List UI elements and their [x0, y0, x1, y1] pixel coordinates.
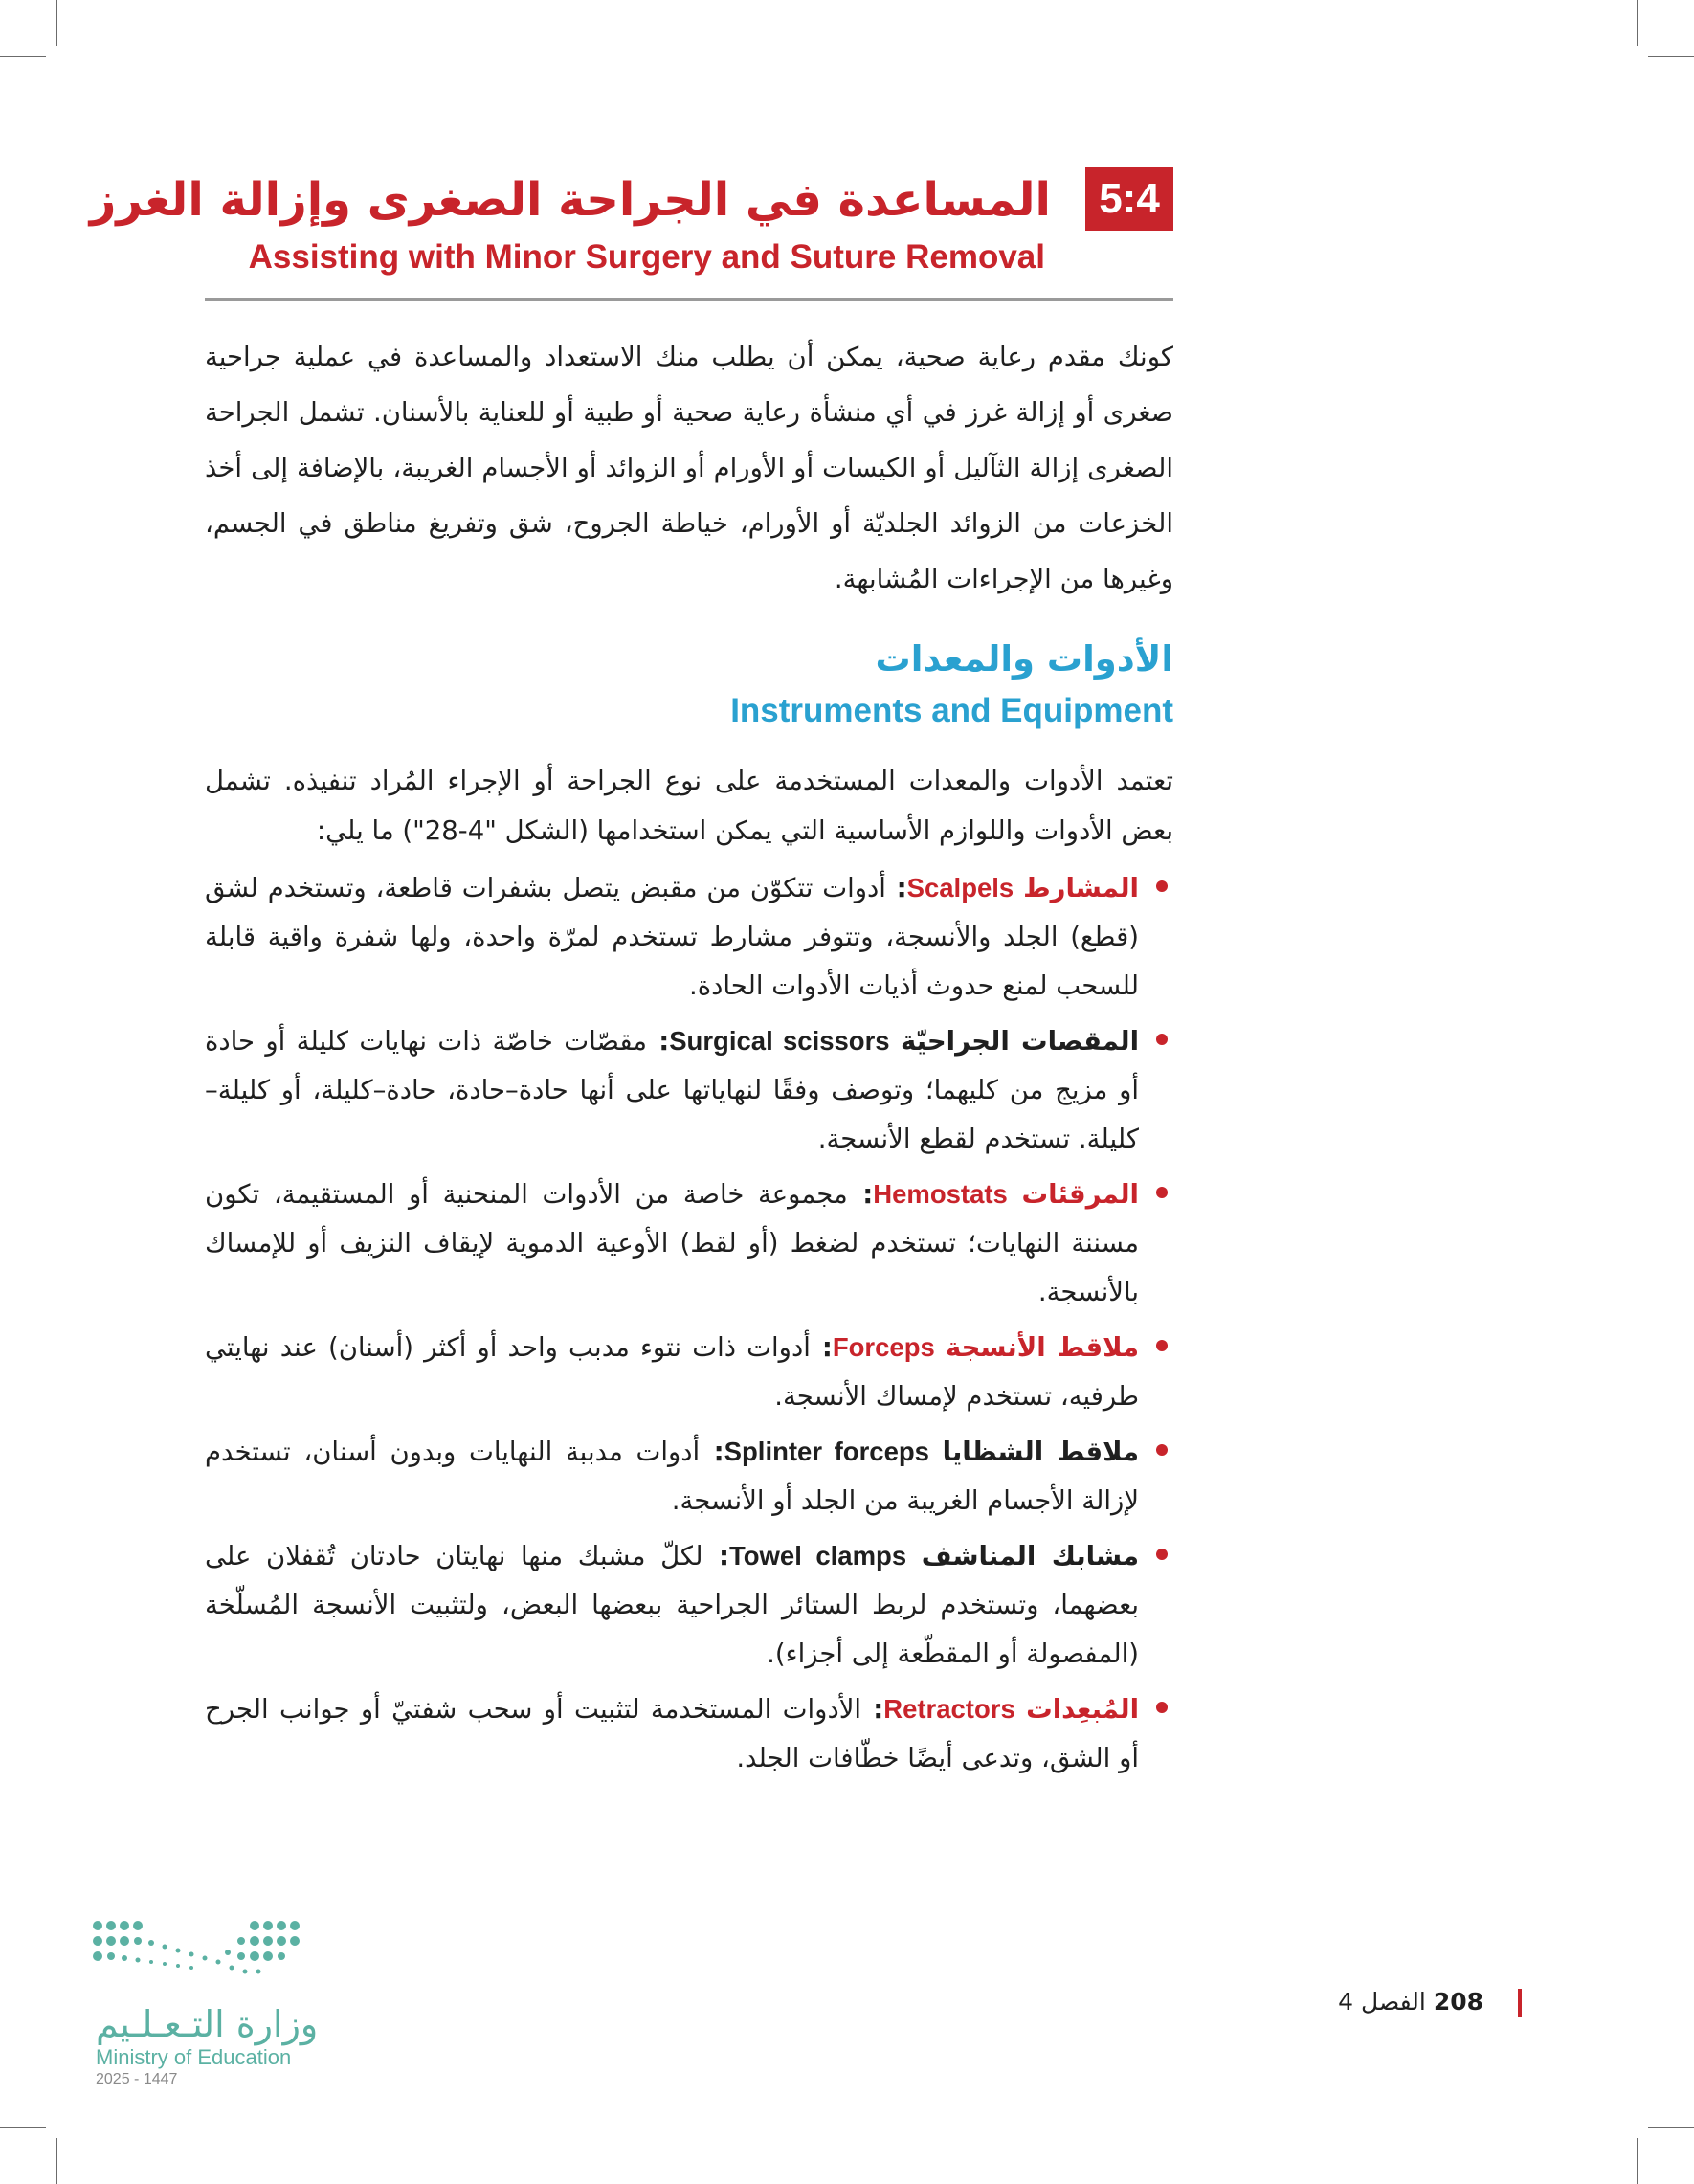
- chapter-label: الفصل 4: [1338, 1988, 1426, 2016]
- term-description: لكلّ مشبك منها نهايتان حادتان تُقفلان على بعضهما، وتستخدم لربط الستائر الجراحية ببعضها البعض، ولتثبيت الأنسجة المُسلّخة (المفصولة أو المقطّعة إلى أجزاء).: [205, 1541, 1139, 1669]
- bullet-dot-icon: [1156, 1444, 1168, 1456]
- ministry-logo-arabic: وزارة التـعـلـيم: [96, 2003, 319, 2045]
- crop-mark: [1648, 2127, 1694, 2128]
- bullet-dot-icon: [1156, 1549, 1168, 1560]
- page-number: 208: [1433, 1988, 1483, 2016]
- section-title-english: Assisting with Minor Surgery and Suture Removal: [248, 238, 1045, 276]
- crop-mark: [0, 2127, 46, 2128]
- instruments-list: [205, 863, 1173, 1789]
- list-item-splinter-forceps: ملاقط الشظايا Splinter forceps: أدوات مدببة النهايات وبدون أسنان، تستخدم لإزالة الأجسام الغريبة من الجلد أو الأنسجة.: [205, 1427, 1173, 1526]
- term-english: Towel clamps: [728, 1541, 907, 1571]
- instruments-intro-paragraph: تعتمد الأدوات والمعدات المستخدمة على نوع الجراحة أو الإجراء المُراد تنفيذه. تشمل بعض الأدوات واللوازم الأساسية التي يمكن استخدامها (الشكل "4-28") ما يلي:: [205, 766, 1173, 846]
- subsection-title-arabic: الأدوات والمعدات: [875, 638, 1173, 680]
- list-item-forceps: ملاقط الأنسجة Forceps: أدوات ذات نتوء مدبب واحد أو أكثر (أسنان) عند نهايتي طرفيه، تستخدم لإمساك الأنسجة.: [205, 1323, 1173, 1421]
- term-description: أدوات ذات نتوء مدبب واحد أو أكثر (أسنان) عند نهايتي طرفيه، تستخدم لإمساك الأنسجة.: [205, 1332, 1139, 1412]
- term-arabic: مشابك المناشف: [921, 1541, 1139, 1571]
- bullet-dot-icon: [1156, 1702, 1168, 1713]
- section-number-badge: 5:4: [1085, 167, 1173, 231]
- intro-paragraph: كونك مقدم رعاية صحية، يمكن أن يطلب منك الاستعداد والمساعدة في عملية جراحية صغرى أو إزالة غرز في أي منشأة رعاية صحية أو طبية أو للعناية بالأسنان. تشمل الجراحة الصغرى إزالة الثآليل أو الكيسات أو الأورام أو الزوائد أو الأجسام الغريبة، بالإضافة إلى أخذ الخزعات من الزوائد الجلديّة أو الأورام، خياطة الجروح، شق وتفريغ مناطق في الجسم، وغيرها من الإجراءات المُشابهة.: [205, 342, 1173, 594]
- term-english: Scalpels: [906, 873, 1014, 903]
- bullet-dot-icon: [1156, 1034, 1168, 1045]
- term-description: أدوات تتكوّن من مقبض يتصل بشفرات قاطعة، وتستخدم لشق (قطع) الجلد والأنسجة، وتتوفر مشارط تستخدم لمرّة واحدة، ولها شفرة واقية قابلة للسحب لمنع حدوث أذيات الأدوات الحادة.: [205, 873, 1139, 1001]
- list-item-towel-clamps: مشابك المناشف Towel clamps: لكلّ مشبك منها نهايتان حادتان تُقفلان على بعضهما، وتستخدم لربط الستائر الجراحية ببعضها البعض، ولتثبيت الأنسجة المُسلّخة (المفصولة أو المقطّعة إلى أجزاء).: [205, 1531, 1173, 1679]
- term-english: Forceps: [832, 1332, 935, 1362]
- section-title-arabic: المساعدة في الجراحة الصغرى وإزالة الغرز: [89, 173, 1051, 227]
- title-divider: [205, 298, 1173, 301]
- term-arabic: المشارط: [1023, 873, 1139, 903]
- term-description: مقصّات خاصّة ذات نهايات كليلة أو حادة أو مزيج من كليهما؛ وتوصف وفقًا لنهاياتها على أنها حادة–حادة، حادة–كليلة، أو كليلة–كليلة. تستخدم لقطع الأنسجة.: [205, 1026, 1139, 1154]
- bullet-dot-icon: [1156, 880, 1168, 892]
- ministry-logo-english: Ministry of Education: [96, 2045, 292, 2069]
- list-item-scalpels: المشارط Scalpels: أدوات تتكوّن من مقبض يتصل بشفرات قاطعة، وتستخدم لشق (قطع) الجلد والأنسجة، وتتوفر مشارط تستخدم لمرّة واحدة، ولها شفرة واقية قابلة للسحب لمنع حدوث أذيات الأدوات الحادة.: [205, 863, 1173, 1011]
- ministry-logo-years: 2025 - 1447: [96, 2071, 178, 2087]
- term-arabic: ملاقط الأنسجة: [945, 1332, 1139, 1363]
- term-description: مجموعة خاصة من الأدوات المنحنية أو المستقيمة، تكون مسننة النهايات؛ تستخدم لضغط (أو لقط) الأوعية الدموية لإيقاف النزيف أو للإمساك بالأنسجة.: [205, 1179, 1139, 1307]
- term-arabic: المرقئات: [1021, 1179, 1139, 1210]
- crop-mark: [56, 0, 57, 46]
- term-arabic: المقصات الجراحيّة: [900, 1026, 1139, 1057]
- term-english: Retractors: [883, 1694, 1015, 1724]
- subsection-title-english: Instruments and Equipment: [730, 692, 1173, 729]
- ministry-logo-icon: [92, 1918, 302, 1995]
- crop-mark: [1637, 2138, 1638, 2184]
- list-item-surgical-scissors: المقصات الجراحيّة Surgical scissors: مقصّات خاصّة ذات نهايات كليلة أو حادة أو مزيج من كليهما؛ وتوصف وفقًا لنهاياتها على أنها حادة–حادة، حادة–كليلة، أو كليلة–كليلة. تستخدم لقطع الأنسجة.: [205, 1016, 1173, 1164]
- crop-mark: [1637, 0, 1638, 46]
- page-footer-accent-bar: [1518, 1989, 1522, 2017]
- term-english: Surgical scissors: [669, 1026, 890, 1056]
- crop-mark: [1648, 56, 1694, 57]
- term-english: Splinter forceps: [724, 1437, 929, 1466]
- crop-mark: [56, 2138, 57, 2184]
- bullet-dot-icon: [1156, 1187, 1168, 1198]
- term-description: أدوات مدببة النهايات وبدون أسنان، تستخدم لإزالة الأجسام الغريبة من الجلد أو الأنسجة.: [205, 1437, 1139, 1516]
- bullet-dot-icon: [1156, 1340, 1168, 1351]
- term-arabic: ملاقط الشظايا: [942, 1437, 1139, 1467]
- crop-mark: [0, 56, 46, 57]
- term-english: Hemostats: [873, 1179, 1008, 1209]
- list-item-hemostats: المرقئات Hemostats: مجموعة خاصة من الأدوات المنحنية أو المستقيمة، تكون مسننة النهايات؛ تستخدم لضغط (أو لقط) الأوعية الدموية لإيقاف النزيف أو للإمساك بالأنسجة.: [205, 1170, 1173, 1317]
- term-arabic: المُبعِدات: [1026, 1694, 1139, 1725]
- page-footer: [1338, 1985, 1483, 2019]
- list-item-retractors: المُبعِدات Retractors: الأدوات المستخدمة لتثبيت أو سحب شفتيّ أو جوانب الجرح أو الشق، وتدعى أيضًا خطّافات الجلد.: [205, 1684, 1173, 1783]
- term-description: الأدوات المستخدمة لتثبيت أو سحب شفتيّ أو جوانب الجرح أو الشق، وتدعى أيضًا خطّافات الجلد.: [205, 1694, 1139, 1773]
